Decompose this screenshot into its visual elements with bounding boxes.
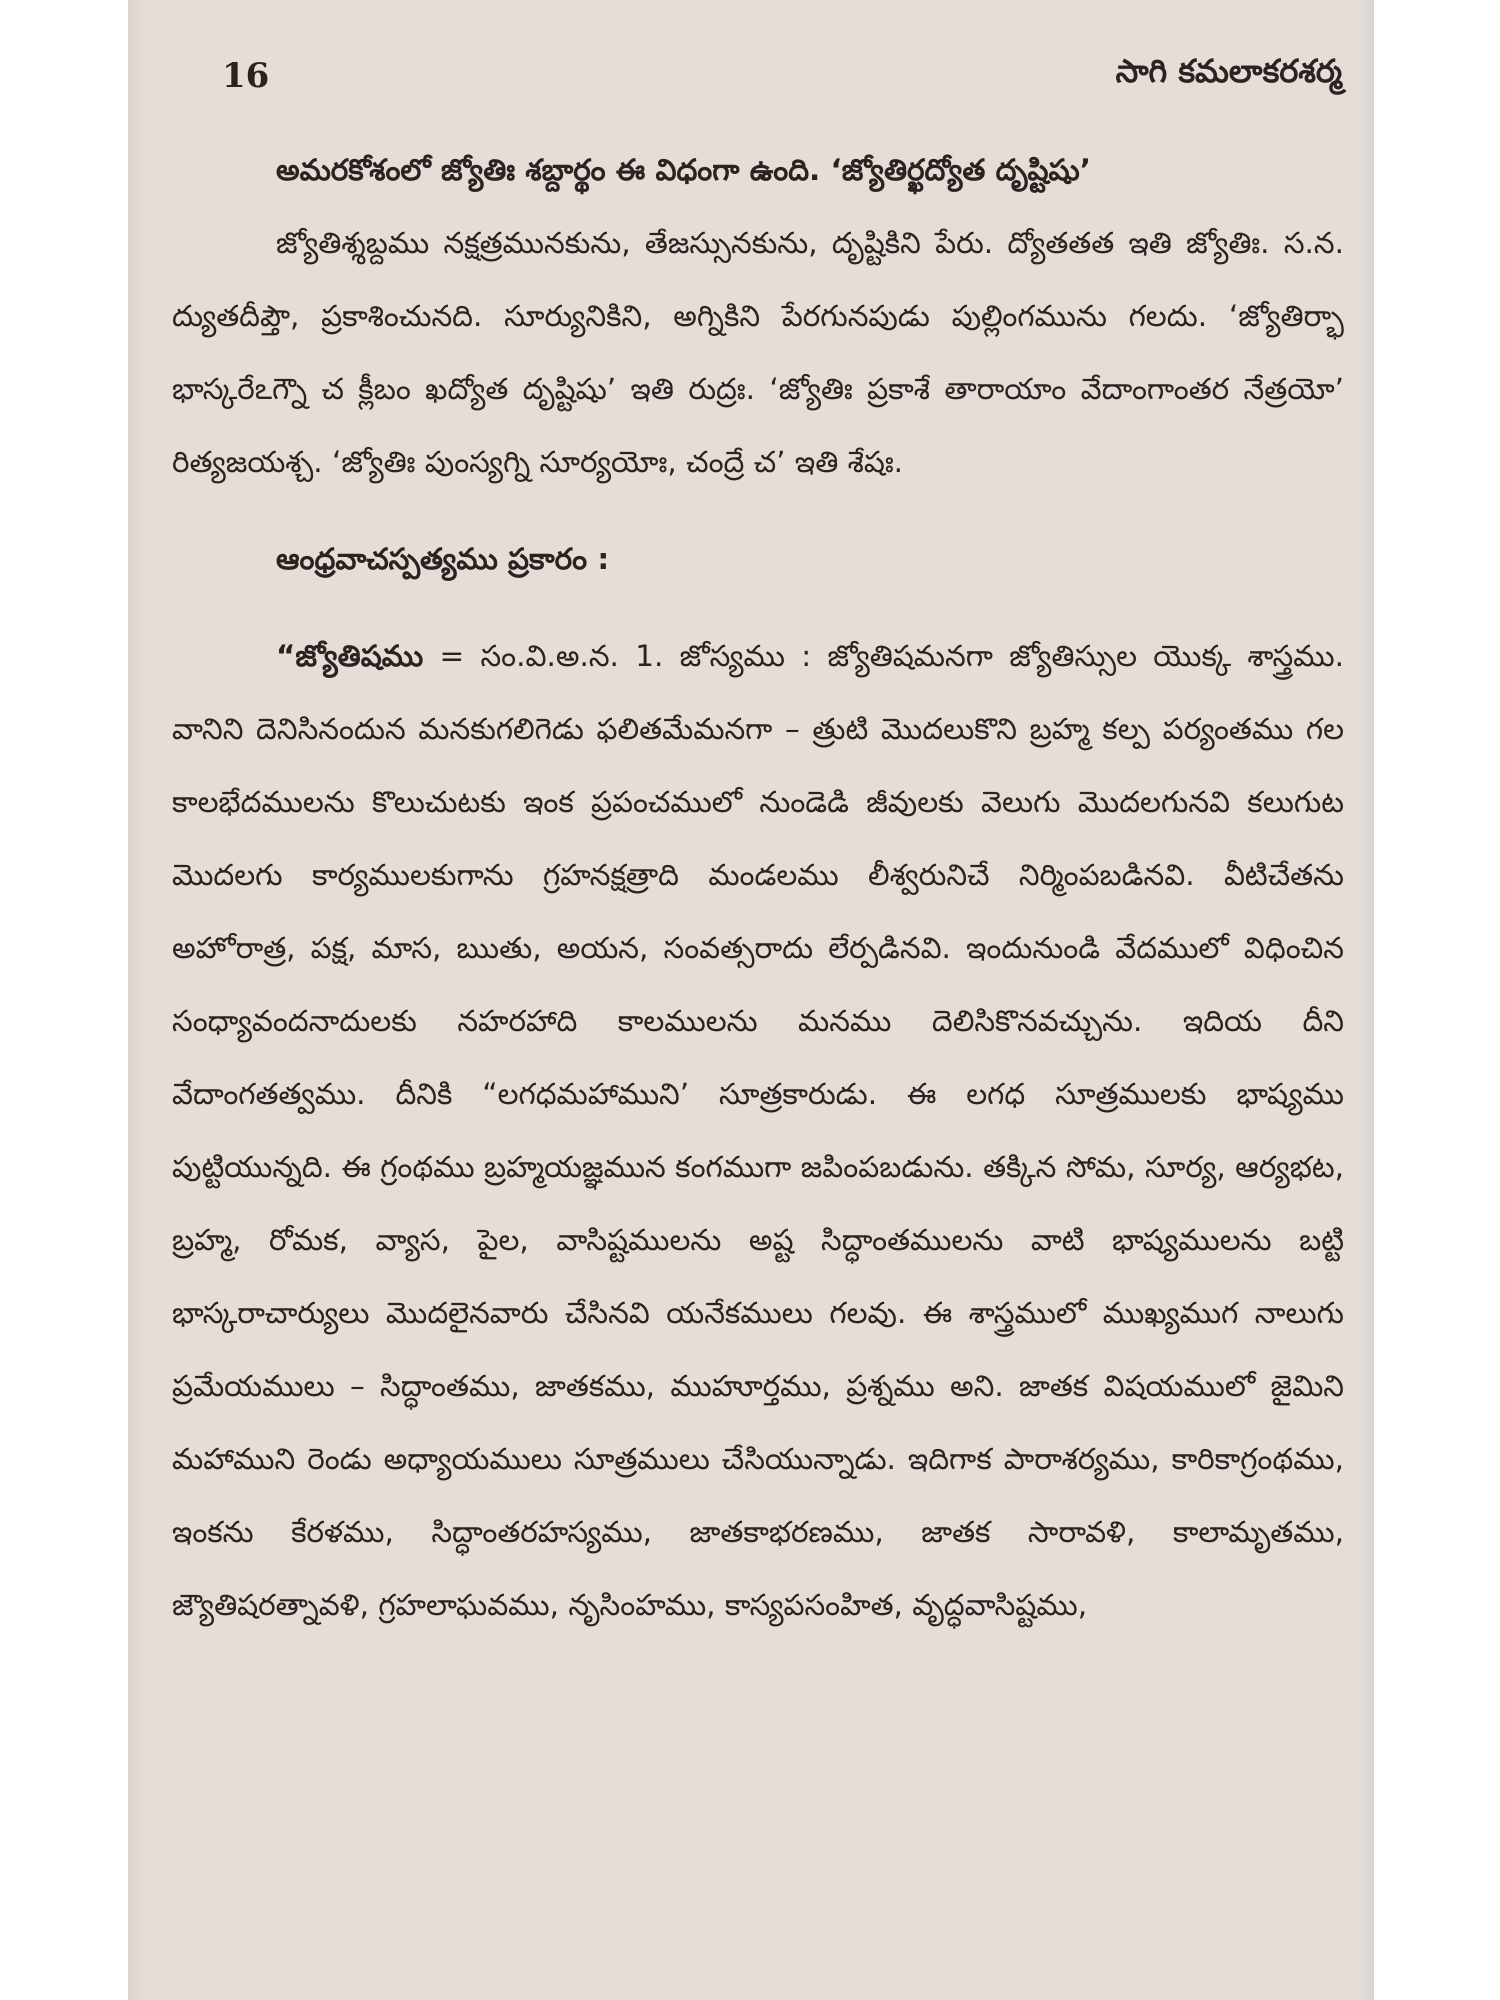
- amarakosha-line: అమరకోశంలో జ్యోతిః శబ్దార్థం ఈ విధంగా ఉంది. ‘జ్యోతిర్ఖద్యోత దృష్టిషు’: [276, 153, 1091, 187]
- subheading-andhra-vachaspatyam: ఆంధ్రవాచస్పత్యము ప్రకారం :: [276, 542, 610, 576]
- book-page: [128, 0, 1374, 2000]
- running-head: సాగి కమలాకరశర్మ: [1115, 52, 1342, 90]
- quote-body: = సం.వి.అ.న. 1. జోస్యము : జ్యోతిషమనగా జ్యోతిస్సుల యొక్క శాస్త్రము. వానిని దెనిసినందున మనకుగలిగెడు ఫలితమేమనగా – త్రుటి మొదలుకొని బ్రహ్మ కల్ప పర్యంతము గల కాలభేదములను కొలుచుటకు ఇంక ప్రపంచములో నుండెడి జీవులకు వెలుగు మొదలగునవి కలుగుట మొదలగు కార్యములకుగాను గ్రహనక్షత్రాది మండలము లీశ్వరునిచే నిర్మింపబడినవి. వీటిచేతను అహోరాత్ర, పక్ష, మాస, ఋతు, అయన, సంవత్సరాదు లేర్పడినవి. ఇందునుండి వేదములో విధించిన సంధ్యావందనాదులకు నహరహాది కాలములను మనము దెలిసికొనవచ్చును. ఇదియ దీని వేదాంగతత్వము. దీనికి “లగధమహాముని’ సూత్రకారుడు. ఈ లగధ సూత్రములకు భాష్యము పుట్టియున్నది. ఈ గ్రంథము బ్రహ్మయజ్ఞమున కంగముగా జపింపబడును. తక్కిన సోమ, సూర్య, ఆర్యభట, బ్రహ్మ, రోమక, వ్యాస, పైల, వాసిష్టములను అష్ట సిద్ధాంతములను వాటి భాష్యములను బట్టి భాస్కరాచార్యులు మొదలైనవారు చేసినవి యనేకములు గలవు. ఈ శాస్త్రములో ముఖ్యముగ నాలుగు ప్రమేయములు – సిద్ధాంతము, జాతకము, ముహూర్తము, ప్రశ్నము అని. జాతక విషయములో జైమిని మహాముని రెండు అధ్యాయములు సూత్రములు చేసియున్నాడు. ఇదిగాక పారాశర్యము, కారికాగ్రంథము, ఇంకను కేరళము, సిద్ధాంతరహస్యము, జాతకాభరణము, జాతక సారావళి, కాలామృతము, జ్యౌతిషరత్నావళి, గ్రహలాఘవము, నృసింహము, కాస్యపసంహిత, వృద్ధవాసిష్టము,: [172, 639, 1344, 1622]
- body-text: [172, 134, 1344, 1642]
- page-header: [172, 48, 1344, 108]
- paragraph-jyotishamu-definition: [172, 620, 1344, 1642]
- quote-lead-term: “జ్యోతిషము: [276, 639, 424, 673]
- page-number: 16: [222, 56, 270, 96]
- paragraph-jyotishabda: జ్యోతిశ్శబ్దము నక్షత్రమునకును, తేజస్సునకును, దృష్టికిని పేరు. ద్యోతతత ఇతి జ్యోతిః. స.న. ద్యుతదీప్తౌ, ప్రకాశించునది. సూర్యునికిని, అగ్నికిని పేరగునపుడు పుల్లింగమును గలదు. ‘జ్యోతిర్భా భాస్కరేఽగ్నౌ చ క్లీబం ఖద్యోత దృష్టిషు’ ఇతి రుద్రః. ‘జ్యోతిః ప్రకాశే తారాయాం వేదాంగాంతర నేత్రయో’ రిత్యజయశ్చ. ‘జ్యోతిః పుంస్యగ్ని సూర్యయోః, చంద్రే చ’ ఇతి శేషః.: [172, 226, 1344, 479]
